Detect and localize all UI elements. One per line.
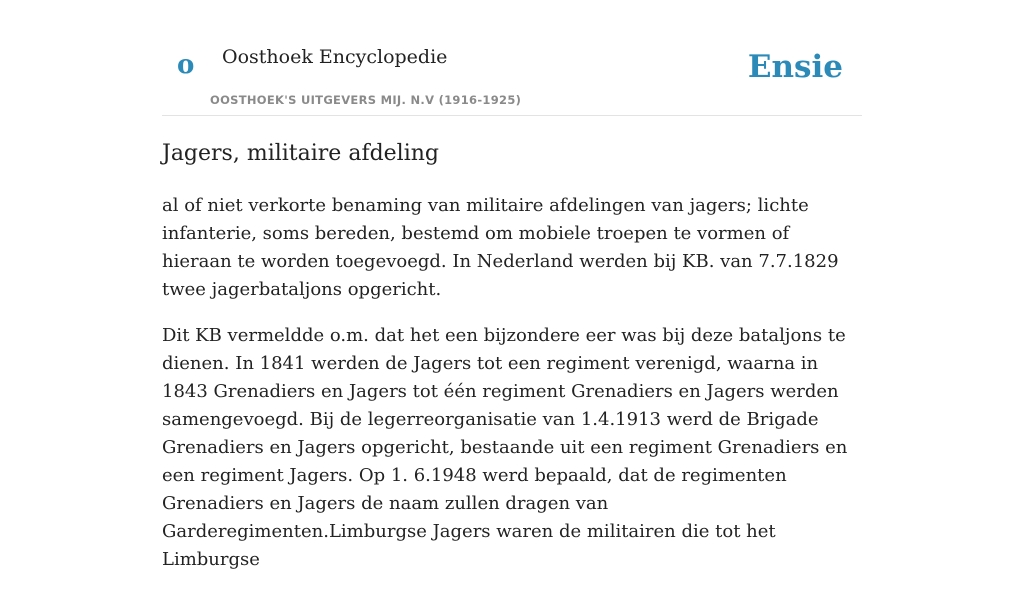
source-title-link[interactable]: Oosthoek Encyclopedie (222, 46, 448, 68)
article-body (162, 192, 862, 592)
content-column (162, 0, 862, 570)
source-header (162, 0, 862, 116)
ensie-logo-link[interactable]: Ensie (747, 49, 843, 85)
article-paragraph: Dit KB vermeldde o.m. dat het een bijzondere eer was bij deze bataljons te dienen. In 1841 werden de Jagers tot een regiment verenigd, waarna in 1843 Grenadiers en Jagers tot één regiment Grenadiers en Jagers werden samengevoegd. Bij de legerreorganisatie van 1.4.1913 werd de Brigade Grenadiers en Jagers opgericht, bestaande uit een regiment Grenadiers en een regiment Jagers. Op 1. 6.1948 werd bepaald, dat de regimenten Grenadiers en Jagers de naam zullen dragen van Garderegimenten.Limburgse Jagers waren de militairen die tot het Limburgse (162, 325, 848, 570)
source-publisher: OOSTHOEK'S UITGEVERS MIJ. N.V (1916-1925) (210, 93, 522, 107)
article-title: Jagers, militaire afdeling (162, 141, 440, 166)
source-logo-icon[interactable]: o (177, 50, 195, 80)
article-paragraph: al of niet verkorte benaming van militaire afdelingen van jagers; lichte infanterie, soms bereden, bestemd om mobiele troepen te vormen of hieraan te worden toegevoegd. In Nederland werden bij KB. van 7.7.1829 twee jagerbataljons opgericht. (162, 195, 839, 300)
